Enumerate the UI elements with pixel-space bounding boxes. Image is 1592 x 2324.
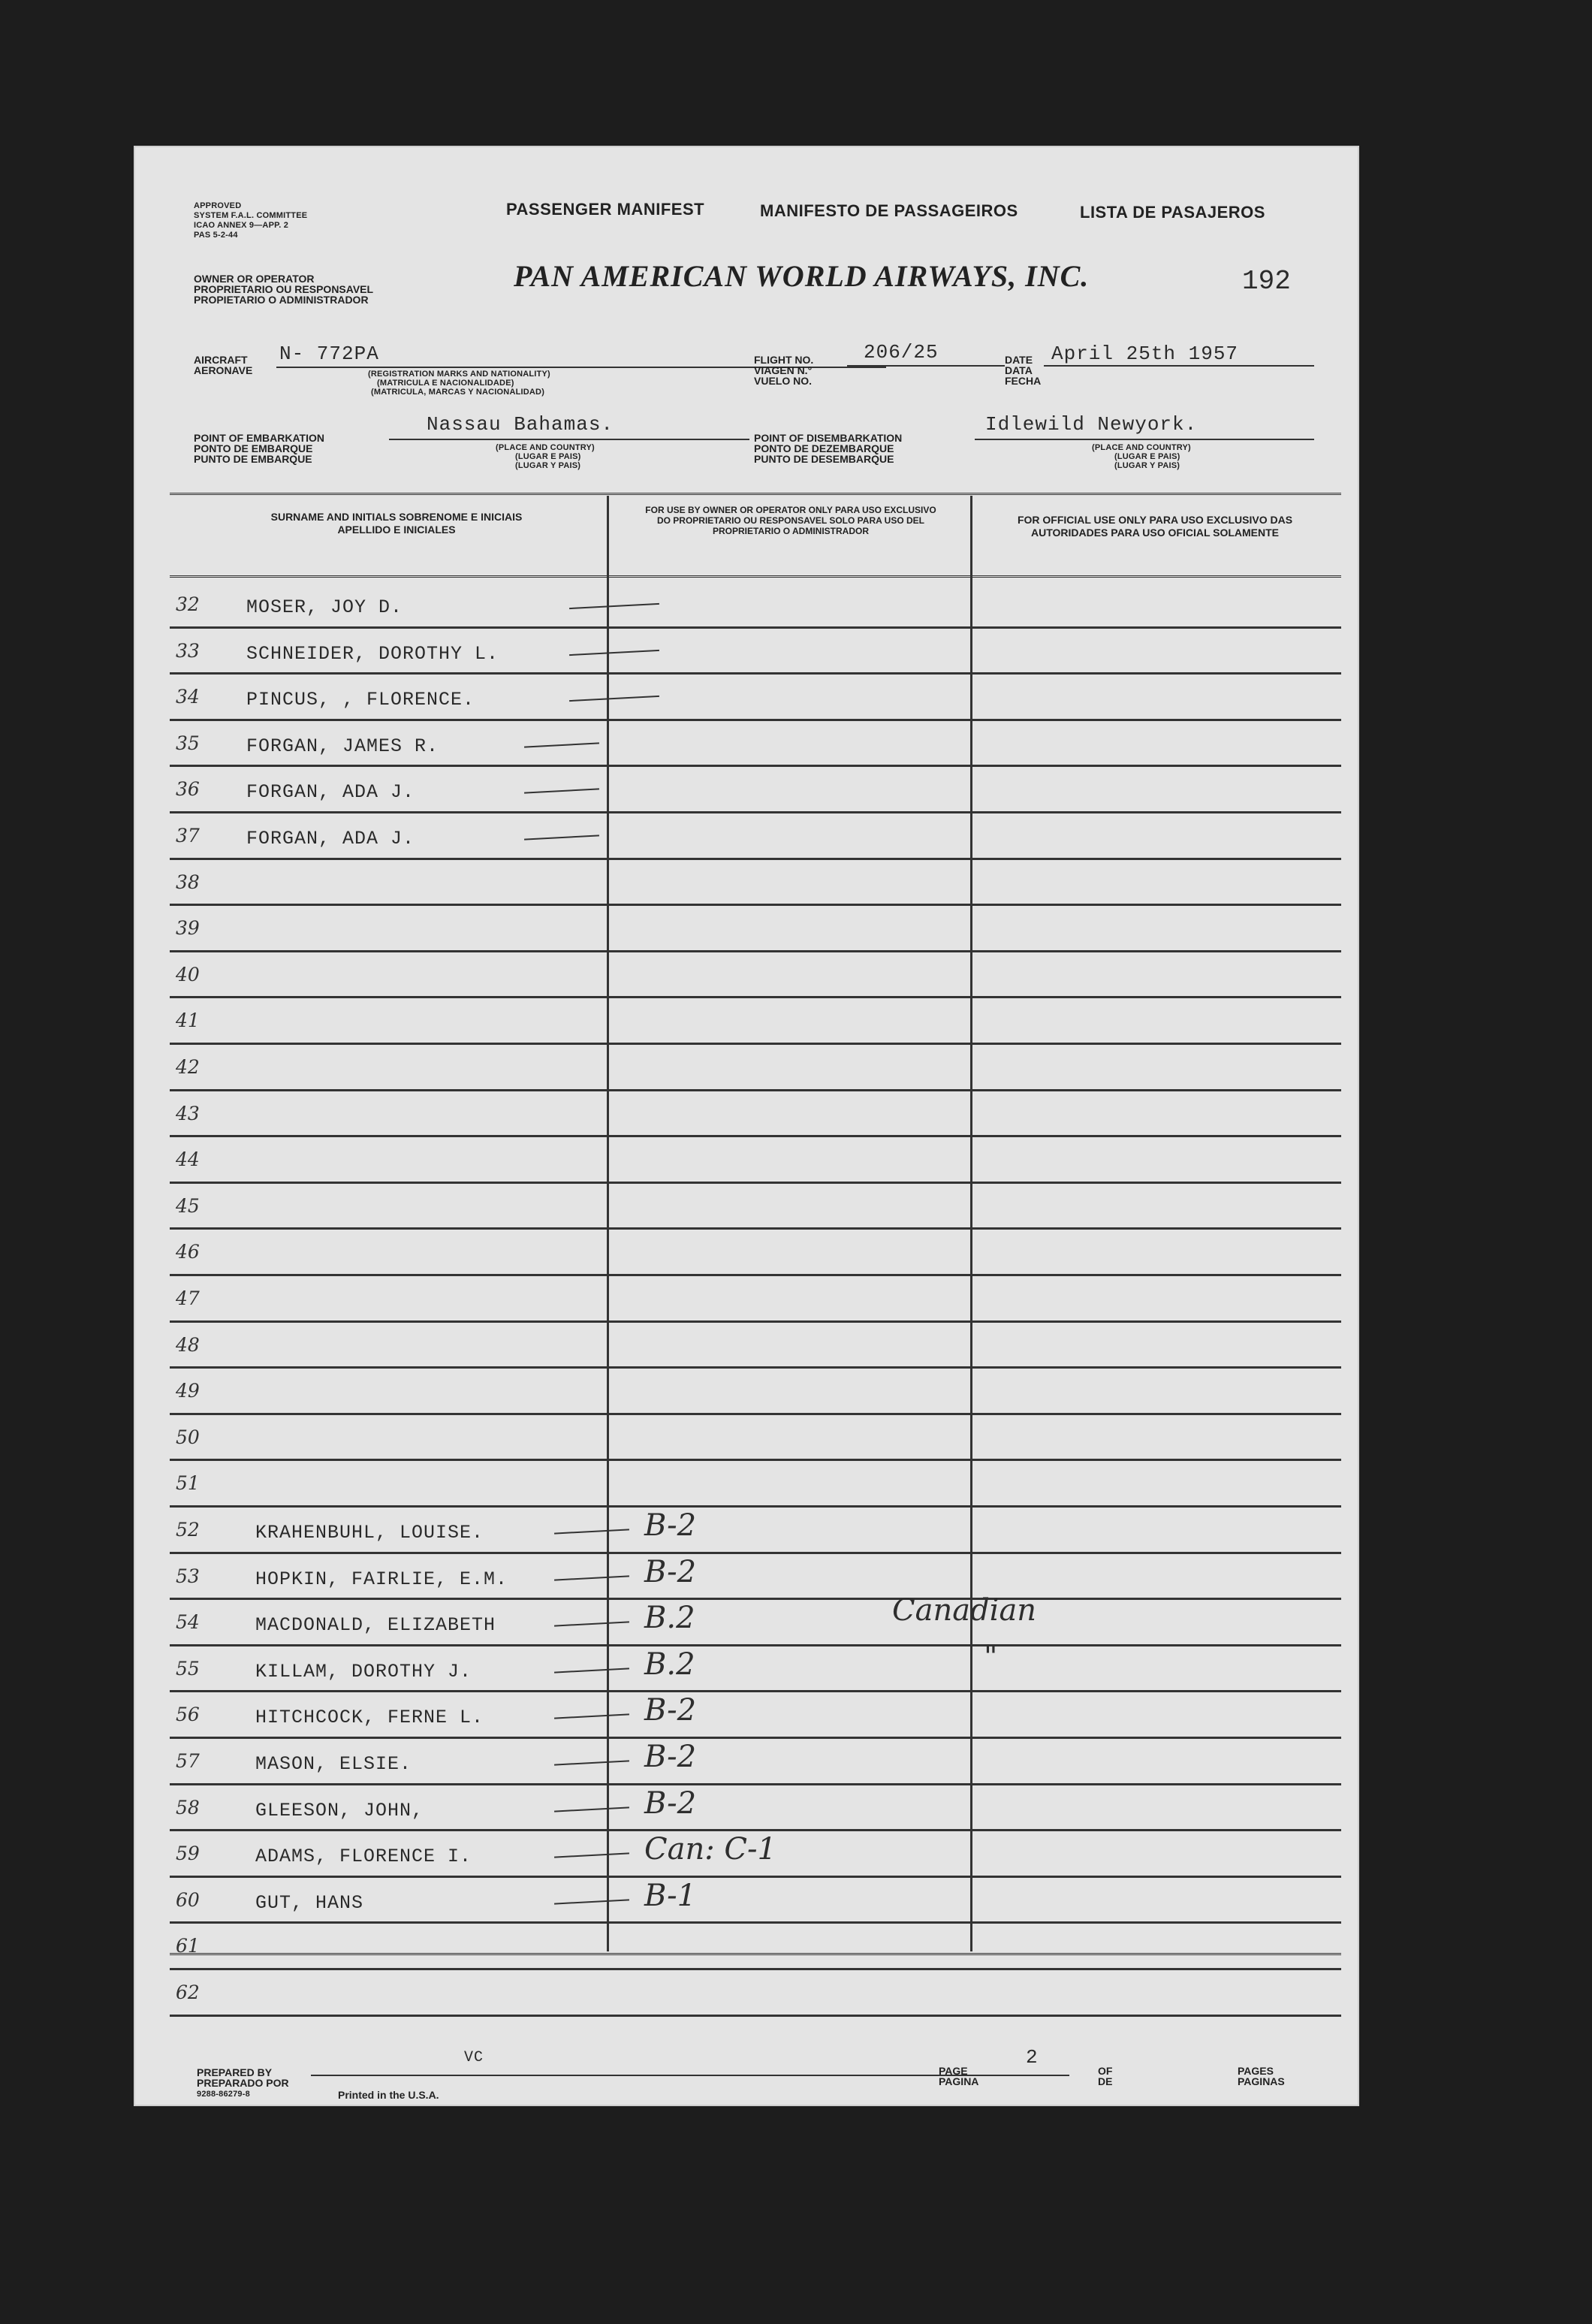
row-number: 40 [176, 963, 200, 985]
operator-name: PAN AMERICAN WORLD AIRWAYS, INC. [514, 259, 1090, 293]
row-rule [170, 719, 1341, 721]
manifest-sheet [134, 146, 1359, 2106]
tick-stroke [524, 835, 599, 840]
visa-class-mark: Can: C-1 [644, 1832, 776, 1867]
row-rule [170, 904, 1341, 906]
column-header-official: FOR OFFICIAL USE ONLY PARA USO EXCLUSIVO DAS AUTORIDADES PARA USO OFICIAL SOLAMENTE [1017, 514, 1293, 539]
row-rule [170, 1921, 1341, 1924]
row-rule [170, 1043, 1341, 1045]
visa-class-mark: B.2 [644, 1646, 695, 1682]
row-rule [170, 626, 1341, 629]
row-number: 41 [176, 1010, 200, 1032]
row-number: 44 [176, 1148, 200, 1171]
row-number: 38 [176, 871, 200, 893]
row-number: 62 [176, 1981, 200, 2003]
disembark-label-1: POINT OF DISEMBARKATION [754, 432, 903, 444]
table-row [134, 1046, 1359, 1092]
table-row [134, 1879, 1359, 1925]
table-row [134, 1369, 1359, 1416]
flight-underline [847, 365, 1005, 367]
tick-stroke [554, 1575, 629, 1580]
pages-label-2: PAGINAS [1238, 2075, 1285, 2087]
disembark-place-note-1: (PLACE AND COUNTRY) [1092, 443, 1191, 452]
row-rule [170, 1182, 1341, 1184]
manifest-title-en: PASSENGER MANIFEST [506, 200, 705, 219]
row-number: 35 [176, 732, 200, 754]
passenger-name: HOPKIN, FAIRLIE, E.M. [255, 1568, 508, 1590]
tick-stroke [554, 1853, 629, 1858]
date-label-1: DATE [1005, 354, 1033, 366]
registration-note-1: (REGISTRATION MARKS AND NATIONALITY) [368, 370, 550, 379]
page-label-1: PAGE [939, 2065, 968, 2077]
form-number: 9288-86279-8 [197, 2090, 250, 2099]
sheet-number: 192 [1242, 266, 1291, 297]
tick-stroke [554, 1622, 629, 1627]
table-row [134, 1185, 1359, 1231]
flight-label-1: FLIGHT NO. [754, 354, 814, 366]
row-number: 32 [176, 593, 200, 615]
manifest-title-es: LISTA DE PASAJEROS [1080, 203, 1265, 222]
aircraft-label-1: AIRCRAFT [194, 354, 248, 366]
passenger-name: SCHNEIDER, DOROTHY L. [246, 642, 499, 665]
tick-stroke [554, 1714, 629, 1719]
disembark-label-2: PONTO DE DEZEMBARQUE [754, 442, 894, 454]
embark-place-note-3: (LUGAR Y PAIS) [515, 461, 581, 470]
row-number: 34 [176, 686, 200, 708]
table-row [134, 1740, 1359, 1786]
row-rule [170, 1135, 1341, 1137]
row-rule [170, 1690, 1341, 1692]
passenger-name: KRAHENBUHL, LOUISE. [255, 1522, 484, 1544]
passenger-name: FORGAN, JAMES R. [246, 735, 439, 757]
embark-value: Nassau Bahamas. [427, 413, 614, 436]
passenger-name: FORGAN, ADA J. [246, 781, 415, 804]
disembark-underline [975, 439, 1314, 440]
table-row [134, 1693, 1359, 1740]
row-number: 42 [176, 1056, 200, 1078]
row-number: 52 [176, 1519, 200, 1541]
table-row [134, 1924, 1359, 1971]
flight-label-3: VUELO NO. [754, 375, 813, 387]
row-number: 49 [176, 1380, 200, 1402]
registration-note-3: (MATRICULA, MARCAS Y NACIONALIDAD) [371, 388, 545, 397]
passenger-name: FORGAN, ADA J. [246, 828, 415, 850]
table-row [134, 1462, 1359, 1508]
table-row [134, 1508, 1359, 1555]
row-number: 46 [176, 1241, 200, 1263]
table-row [134, 1323, 1359, 1370]
tick-stroke [524, 742, 599, 747]
table-row [134, 675, 1359, 722]
date-value: April 25th 1957 [1051, 343, 1239, 365]
approval-line-2: SYSTEM F.A.L. COMMITTEE [194, 211, 308, 220]
embark-underline [389, 439, 749, 440]
table-row [134, 953, 1359, 1000]
visa-class-mark: B.2 [644, 1601, 695, 1636]
printed-note: Printed in the U.S.A. [338, 2089, 439, 2101]
tick-stroke [569, 603, 659, 609]
passenger-name: GLEESON, JOHN, [255, 1799, 424, 1821]
table-row [134, 629, 1359, 676]
passenger-name: MACDONALD, ELIZABETH [255, 1614, 496, 1637]
row-rule [170, 1737, 1341, 1739]
visa-class-mark: B-1 [644, 1878, 697, 1913]
row-rule [170, 811, 1341, 813]
date-underline [1044, 365, 1314, 367]
table-top-rule [170, 493, 1341, 498]
row-number: 61 [176, 1935, 200, 1957]
approval-line-1: APPROVED [194, 201, 242, 210]
table-row [134, 1416, 1359, 1462]
tick-stroke [554, 1529, 629, 1534]
row-rule [170, 1505, 1341, 1508]
row-number: 51 [176, 1472, 200, 1495]
tick-stroke [554, 1760, 629, 1765]
date-label-2: DATA [1005, 364, 1033, 376]
row-rule [170, 1968, 1341, 1970]
row-rule [170, 1274, 1341, 1276]
embark-label-1: POINT OF EMBARKATION [194, 432, 324, 444]
approval-line-3: ICAO ANNEX 9—APP. 2 [194, 221, 289, 230]
date-label-3: FECHA [1005, 375, 1042, 387]
column-header-operator: FOR USE BY OWNER OR OPERATOR ONLY PARA USO EXCLUSIVO DO PROPRIETARIO OU RESPONSAVEL SOLO PARA USO DEL PROPRIETARIO O ADMINISTRADOR [645, 505, 936, 536]
row-number: 55 [176, 1657, 200, 1680]
header-bottom-rule [170, 575, 1341, 581]
table-row [134, 1593, 1359, 1647]
embark-label-2: PONTO DE EMBARQUE [194, 442, 313, 454]
disembark-value: Idlewild Newyork. [985, 413, 1198, 436]
embark-place-note-2: (LUGAR E PAIS) [515, 452, 581, 461]
row-number: 54 [176, 1611, 200, 1634]
owner-label-1: OWNER OR OPERATOR [194, 273, 315, 285]
row-number: 47 [176, 1287, 200, 1309]
table-row [134, 1555, 1359, 1601]
registration-note-2: (MATRICULA E NACIONALIDADE) [377, 379, 514, 388]
row-number: 48 [176, 1333, 200, 1356]
table-row [134, 1786, 1359, 1833]
tick-stroke [569, 649, 659, 655]
row-rule [170, 1320, 1341, 1323]
row-rule [170, 2015, 1341, 2017]
table-row [134, 1138, 1359, 1185]
disembark-label-3: PUNTO DE DESEMBARQUE [754, 453, 894, 465]
embark-label-3: PUNTO DE EMBARQUE [194, 453, 312, 465]
row-number: 57 [176, 1750, 200, 1772]
manifest-title-pt: MANIFESTO DE PASSAGEIROS [760, 201, 1018, 220]
passenger-name: MOSER, JOY D. [246, 596, 403, 618]
table-row [134, 1832, 1359, 1879]
row-rule [170, 1459, 1341, 1461]
prepared-label-1: PREPARED BY [197, 2066, 273, 2078]
table-row [134, 768, 1359, 814]
row-number: 39 [176, 917, 200, 940]
row-rule [170, 1829, 1341, 1831]
table-row [134, 861, 1359, 907]
table-row [134, 583, 1359, 629]
row-number: 59 [176, 1843, 200, 1865]
table-row [134, 1092, 1359, 1139]
pages-label-1: PAGES [1238, 2065, 1274, 2077]
page-label-2: PAGINA [939, 2075, 979, 2087]
owner-label-2: PROPRIETARIO OU RESPONSAVEL [194, 283, 374, 295]
row-rule [170, 1413, 1341, 1415]
row-rule [170, 1227, 1341, 1230]
column-header-names: SURNAME AND INITIALS SOBRENOME E INICIAIS APELLIDO E INICIALES [270, 511, 523, 536]
row-number: 58 [176, 1796, 200, 1818]
passenger-name: MASON, ELSIE. [255, 1753, 412, 1775]
row-number: 33 [176, 639, 200, 662]
row-rule [170, 1598, 1341, 1600]
table-row [134, 814, 1359, 861]
aircraft-label-2: AERONAVE [194, 364, 253, 376]
nationality-note: Canadian [892, 1593, 1037, 1628]
row-rule [170, 765, 1341, 767]
embark-place-note-1: (PLACE AND COUNTRY) [496, 443, 595, 452]
row-rule [170, 950, 1341, 952]
visa-class-mark: B-2 [644, 1740, 697, 1774]
tick-stroke [524, 789, 599, 794]
visa-class-mark: B-2 [644, 1554, 697, 1589]
disembark-place-note-3: (LUGAR Y PAIS) [1114, 461, 1180, 470]
row-rule [170, 1366, 1341, 1369]
table-row [134, 907, 1359, 953]
row-number: 36 [176, 778, 200, 801]
row-number: 53 [176, 1565, 200, 1587]
table-bottom-rule [170, 1953, 1341, 1958]
page-value: 2 [1026, 2046, 1039, 2069]
table-row [134, 722, 1359, 768]
nationality-note: " [984, 1639, 998, 1674]
approval-line-4: PAS 5-2-44 [194, 231, 238, 240]
owner-label-3: PROPIETARIO O ADMINISTRADOR [194, 294, 369, 306]
passenger-name: GUT, HANS [255, 1891, 364, 1914]
visa-class-mark: B-2 [644, 1693, 697, 1728]
passenger-name: PINCUS, , FLORENCE. [246, 689, 475, 711]
disembark-place-note-2: (LUGAR E PAIS) [1114, 452, 1180, 461]
table-row [134, 1277, 1359, 1323]
row-rule [170, 1552, 1341, 1554]
row-number: 60 [176, 1888, 200, 1911]
prepared-value: VC [464, 2049, 484, 2066]
tick-stroke [554, 1668, 629, 1673]
row-number: 45 [176, 1194, 200, 1217]
visa-class-mark: B-2 [644, 1785, 697, 1821]
of-label-2: DE [1098, 2075, 1113, 2087]
aircraft-value: N- 772PA [279, 343, 379, 365]
row-rule [170, 1783, 1341, 1785]
row-rule [170, 1089, 1341, 1091]
table-row [134, 999, 1359, 1046]
table-row [134, 1639, 1359, 1694]
flight-label-2: VIAGEN N.° [754, 364, 813, 376]
row-number: 37 [176, 825, 200, 847]
row-rule [170, 672, 1341, 675]
tick-stroke [554, 1806, 629, 1812]
row-rule [170, 996, 1341, 998]
row-rule [170, 1876, 1341, 1878]
row-number: 56 [176, 1704, 200, 1726]
row-rule [170, 1644, 1341, 1646]
table-row [134, 1971, 1359, 2018]
table-row [134, 1230, 1359, 1277]
tick-stroke [569, 696, 659, 702]
passenger-name: ADAMS, FLORENCE I. [255, 1846, 472, 1868]
of-label-1: OF [1098, 2065, 1113, 2077]
prepared-label-2: PREPARADO POR [197, 2077, 289, 2089]
passenger-name: HITCHCOCK, FERNE L. [255, 1707, 484, 1729]
tick-stroke [554, 1899, 629, 1904]
row-number: 50 [176, 1426, 200, 1448]
passenger-name: KILLAM, DOROTHY J. [255, 1660, 472, 1683]
row-rule [170, 858, 1341, 860]
flight-value: 206/25 [864, 341, 939, 364]
visa-class-mark: B-2 [644, 1508, 697, 1543]
row-number: 43 [176, 1102, 200, 1124]
